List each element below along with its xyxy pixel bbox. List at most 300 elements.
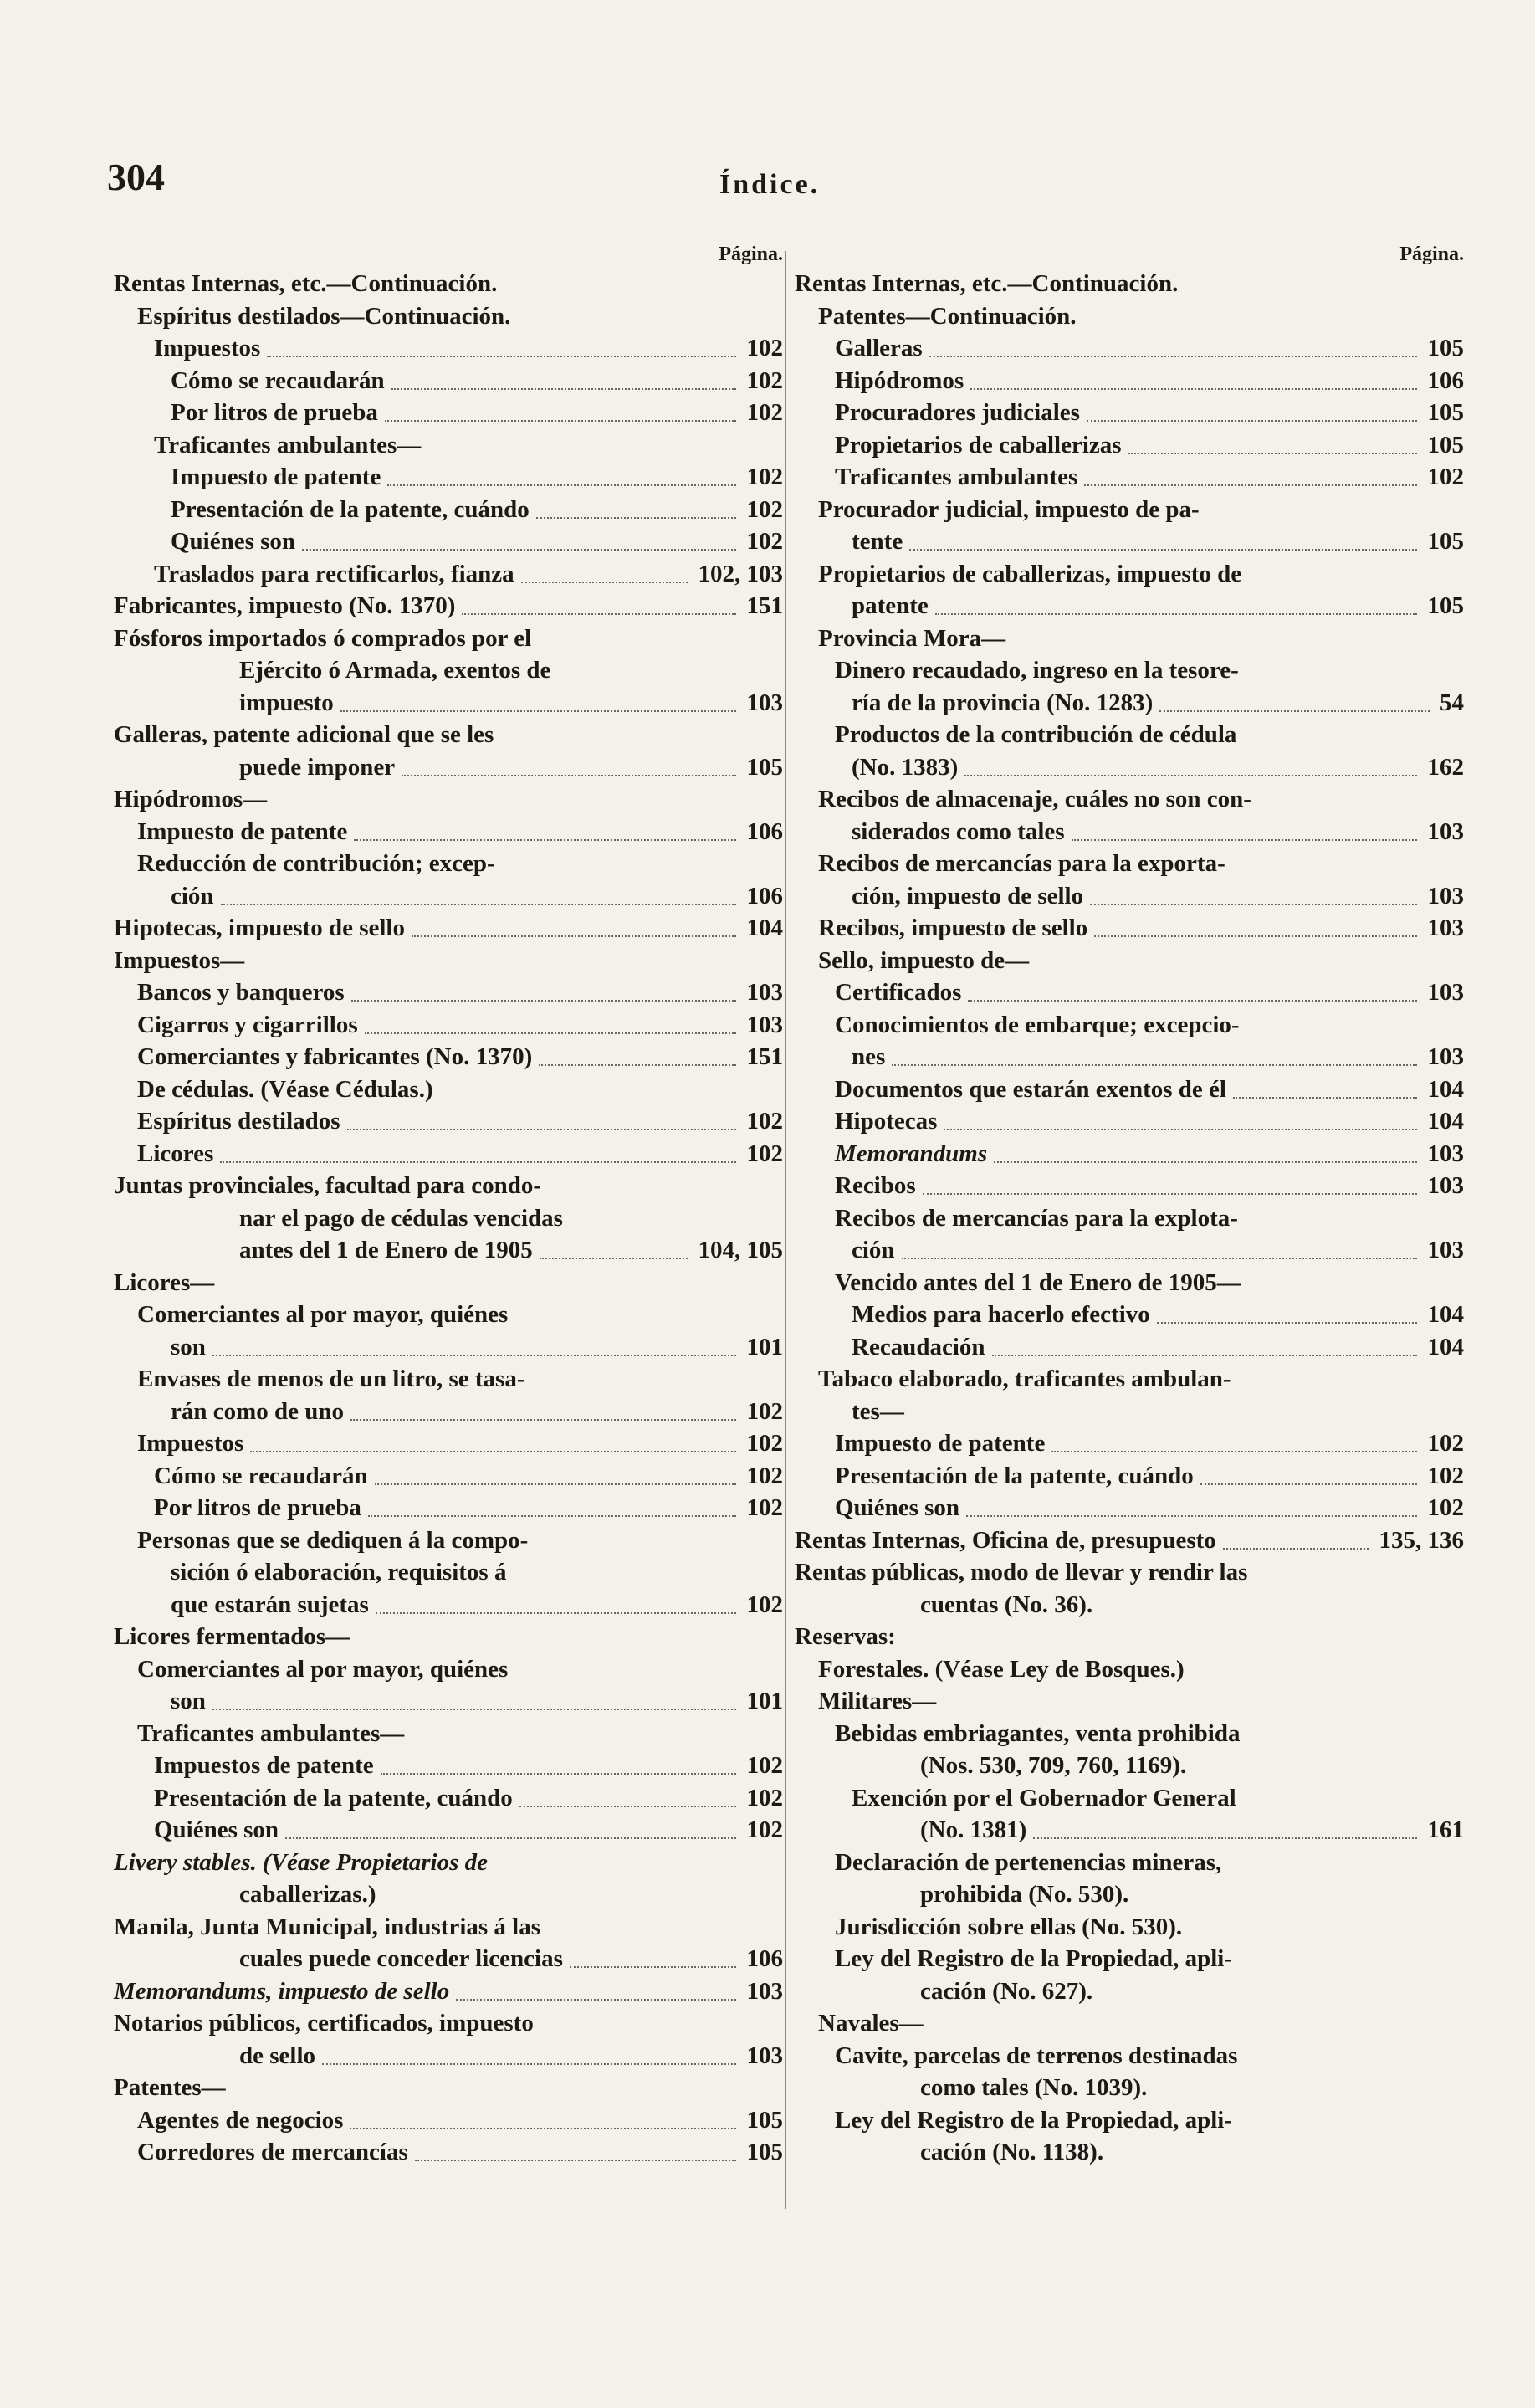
index-entry [795, 848, 1464, 880]
entry-text: Reservas: [795, 1623, 896, 1650]
entry-text: Comerciantes al por mayor, quiénes [137, 1301, 509, 1328]
entry-text: Recibos de mercancías para la exporta- [818, 850, 1225, 877]
entry-text: Procuradores judiciales [835, 399, 1080, 426]
index-entry [114, 1782, 783, 1815]
index-entry [795, 654, 1464, 687]
leader-dots [385, 397, 736, 422]
index-entry [795, 1911, 1464, 1944]
index-entry [114, 1460, 783, 1493]
index-entry [114, 461, 783, 494]
leader-dots [1033, 1814, 1417, 1839]
entry-text: Galleras [835, 335, 923, 361]
entry-text: Vencido antes del 1 de Enero de 1905— [835, 1268, 1241, 1296]
index-entry [114, 1170, 783, 1202]
entry-text: Recibos, impuesto de sello [818, 915, 1088, 941]
page-reference: 162 [1427, 753, 1464, 781]
entry-text: Espíritus destilados—Continuación. [137, 302, 511, 330]
index-entry [114, 332, 783, 365]
page-reference: 102 [746, 1494, 783, 1521]
index-entry [114, 558, 783, 591]
entry-text: cuales puede conceder licencias [239, 1945, 563, 1972]
page-reference: 102 [746, 1462, 783, 1489]
index-entry [795, 1460, 1464, 1493]
page-reference: 106 [1427, 366, 1464, 394]
entry-text: Fabricantes, impuesto (No. 1370) [114, 592, 456, 619]
index-entry [795, 1073, 1464, 1106]
entry-text: Impuestos [154, 335, 261, 361]
page-reference: 103 [746, 2042, 783, 2069]
index-entry [795, 1814, 1464, 1847]
index-entry [795, 525, 1464, 558]
leader-dots [302, 525, 736, 551]
page-reference: 151 [746, 592, 783, 619]
leader-dots [570, 1943, 736, 1968]
page-reference: 106 [746, 817, 783, 845]
index-entry [114, 1685, 783, 1718]
entry-text: tente [852, 528, 903, 555]
entry-text: Rentas Internas, etc.—Continuación. [795, 270, 1179, 297]
index-entry [795, 1267, 1464, 1299]
index-entry [114, 1427, 783, 1460]
index-entry [795, 2040, 1464, 2072]
index-entry [114, 429, 783, 462]
entry-text: Traslados para rectificarlos, fianza [154, 560, 514, 587]
page-reference: 161 [1427, 1816, 1464, 1843]
page-reference: 102 [746, 528, 783, 555]
entry-text: Recibos de mercancías para la explota- [835, 1204, 1238, 1232]
index-entry [795, 1299, 1464, 1331]
entry-text: puede imponer [239, 753, 396, 781]
page-reference: 102 [746, 1397, 783, 1425]
index-entry [114, 365, 783, 397]
index-entry [795, 687, 1464, 720]
entry-text: Por litros de prueba [154, 1494, 361, 1521]
leader-dots [519, 1782, 736, 1807]
page-reference: 102 [746, 1591, 783, 1618]
index-entry [114, 268, 783, 300]
page-reference: 102 [746, 1816, 783, 1843]
index-entry [795, 365, 1464, 397]
leader-dots [412, 912, 736, 937]
index-entry [795, 1782, 1464, 1815]
leader-dots [221, 880, 736, 905]
entry-text: Bancos y banqueros [137, 979, 345, 1006]
leader-dots [365, 1009, 736, 1034]
entry-text: Recibos [835, 1172, 916, 1199]
entry-text: tes— [852, 1397, 904, 1425]
entry-text: Sello, impuesto de— [818, 946, 1030, 974]
index-entry [795, 1396, 1464, 1428]
index-entry [795, 2072, 1464, 2104]
entry-text: Procurador judicial, impuesto de pa- [818, 495, 1200, 523]
index-entry [795, 1621, 1464, 1653]
index-entry [114, 1943, 783, 1975]
page-reference: 102 [746, 495, 783, 523]
index-entry [795, 1427, 1464, 1460]
index-entry [114, 1041, 783, 1073]
index-entry [795, 1975, 1464, 2008]
index-entry [114, 1331, 783, 1364]
page-reference: 106 [746, 882, 783, 909]
leader-dots [285, 1814, 736, 1839]
entry-text: Espíritus destilados [137, 1108, 340, 1135]
entry-text: Fósforos importados ó comprados por el [114, 624, 532, 652]
entry-text: Licores fermentados— [114, 1623, 350, 1650]
index-entry [795, 397, 1464, 429]
leader-dots [462, 590, 736, 615]
index-entry [114, 1267, 783, 1299]
entry-text: Bebidas embriagantes, venta prohibida [835, 1719, 1241, 1747]
page-reference: 102 [746, 1140, 783, 1167]
leader-dots [220, 1138, 736, 1163]
index-entry [795, 1234, 1464, 1267]
entry-text: Galleras, patente adicional que se les [114, 721, 494, 748]
entry-text: Por litros de prueba [171, 399, 378, 426]
entry-text: Traficantes ambulantes— [137, 1719, 405, 1747]
entry-text: Agentes de negocios [137, 2106, 344, 2134]
entry-text: como tales (No. 1039). [920, 2074, 1148, 2101]
entry-text: Presentación de la patente, cuándo [835, 1462, 1194, 1489]
entry-text: Rentas Internas, etc.—Continuación. [114, 270, 498, 297]
entry-text: ría de la provincia (No. 1283) [852, 689, 1154, 716]
entry-text: Impuesto de patente [835, 1430, 1046, 1457]
leader-dots [456, 1975, 736, 2001]
index-column-right [795, 243, 1464, 2169]
index-entry [114, 1653, 783, 1686]
entry-text: cación (No. 1138). [920, 2139, 1104, 2165]
index-entry [114, 1009, 783, 1042]
entry-text: Tabaco elaborado, traficantes ambulan- [818, 1365, 1231, 1392]
leader-dots [347, 1105, 736, 1130]
page-reference: 102 [746, 464, 783, 490]
entry-text: cación (No. 627). [920, 1977, 1093, 2005]
leader-dots [540, 1234, 688, 1259]
index-entry [795, 1524, 1464, 1557]
index-entry [795, 1589, 1464, 1622]
page-reference: 104 [1427, 1301, 1464, 1328]
entry-text: Livery stables. (Véase Propietarios de [114, 1848, 488, 1876]
column-divider [785, 251, 786, 2209]
entry-text: Conocimientos de embarque; excepcio- [835, 1011, 1240, 1038]
leader-dots [1090, 880, 1417, 905]
leader-dots [322, 2040, 736, 2065]
leader-dots [350, 1396, 736, 1421]
page-reference: 102 [746, 399, 783, 426]
index-entry [795, 1653, 1464, 1686]
page-reference: 102 [746, 366, 783, 394]
entry-text: cuentas (No. 36). [920, 1591, 1093, 1618]
entry-text: Memorandums, impuesto de sello [114, 1977, 450, 2005]
entry-text: prohibida (No. 530). [920, 1881, 1129, 1908]
index-entry [795, 1556, 1464, 1589]
page-reference: 104 [1427, 1333, 1464, 1360]
running-title: Índice. [719, 169, 821, 200]
entry-text: Cigarros y cigarrillos [137, 1011, 358, 1038]
index-entry [795, 268, 1464, 300]
entry-text: Declaración de pertenencias mineras, [835, 1848, 1222, 1876]
leader-dots [1233, 1073, 1417, 1099]
entry-text: Quiénes son [835, 1494, 960, 1521]
leader-dots [944, 1105, 1417, 1130]
entry-text: son [171, 1333, 206, 1360]
entry-text: Impuestos de patente [154, 1752, 374, 1779]
entry-text: Presentación de la patente, cuándo [171, 495, 530, 523]
leader-dots [415, 2136, 736, 2161]
leader-dots [354, 816, 736, 841]
page-reference: 102 [746, 1430, 783, 1457]
entry-text: Hipódromos— [114, 786, 268, 812]
entry-text: Certificados [835, 979, 962, 1006]
index-entry [114, 2007, 783, 2040]
leader-dots [1072, 816, 1417, 841]
index-entry [114, 1911, 783, 1944]
index-entry [114, 525, 783, 558]
pagina-header: Página. [719, 243, 783, 265]
leader-dots [402, 751, 736, 776]
entry-text: Hipotecas [835, 1108, 938, 1135]
entry-text: Impuestos— [114, 946, 245, 974]
leader-dots [368, 1492, 736, 1517]
entry-text: Recaudación [852, 1333, 985, 1360]
entry-text: Impuesto de patente [171, 464, 381, 490]
leader-dots [375, 1460, 736, 1485]
leader-dots [1094, 912, 1417, 937]
entry-text: antes del 1 de Enero de 1905 [239, 1237, 533, 1263]
entry-text: De cédulas. (Véase Cédulas.) [137, 1075, 433, 1103]
entry-text: Manila, Junta Municipal, industrias á las [114, 1913, 541, 1940]
page-reference: 103 [1427, 1043, 1464, 1070]
entry-text: Reducción de contribución; excep- [137, 850, 495, 877]
entry-text: nar el pago de cédulas vencidas [239, 1204, 563, 1232]
index-entry [114, 397, 783, 429]
index-entry [795, 1105, 1464, 1138]
index-entry [795, 1041, 1464, 1073]
leader-dots [536, 494, 736, 519]
leader-dots [1051, 1427, 1417, 1452]
index-entry [795, 1202, 1464, 1235]
entry-text: Personas que se dediquen á la compo- [137, 1526, 529, 1554]
entry-text: caballerizas.) [239, 1881, 376, 1908]
index-entry [795, 2104, 1464, 2137]
index-entry [114, 687, 783, 720]
index-entry [114, 622, 783, 655]
entry-text: Traficantes ambulantes [835, 464, 1078, 490]
page-reference: 102 [1427, 464, 1464, 490]
leader-dots [351, 976, 736, 1002]
entry-text: ción, impuesto de sello [852, 882, 1084, 909]
index-entry [114, 1589, 783, 1622]
index-entry [114, 2136, 783, 2169]
entry-text: ción [171, 882, 214, 909]
pagina-header: Página. [1399, 243, 1464, 265]
index-entry [795, 558, 1464, 591]
leader-dots [902, 1234, 1417, 1259]
index-entry [114, 2104, 783, 2137]
entry-text: (No. 1383) [852, 753, 959, 781]
index-entry [114, 1750, 783, 1782]
page-reference: 103 [1427, 882, 1464, 909]
index-entry [114, 1814, 783, 1847]
leader-dots [212, 1685, 736, 1710]
entry-text: sición ó elaboración, requisitos á [171, 1559, 507, 1586]
index-column-left [114, 243, 783, 2169]
entry-text: Ejército ó Armada, exentos de [239, 657, 551, 684]
index-entry [114, 1492, 783, 1524]
index-entry [114, 654, 783, 687]
page-reference: 103 [1427, 915, 1464, 941]
index-entry [795, 880, 1464, 913]
page-reference: 103 [1427, 1237, 1464, 1263]
entry-text: Patentes—Continuación. [818, 302, 1077, 330]
index-entry [114, 1556, 783, 1589]
entry-text: de sello [239, 2042, 316, 2069]
leader-dots [929, 332, 1417, 357]
leader-dots [970, 365, 1417, 390]
leader-dots [1159, 687, 1430, 712]
index-entry [795, 945, 1464, 977]
entry-text: rán como de uno [171, 1397, 345, 1425]
page-reference: 103 [1427, 1172, 1464, 1199]
index-entry [114, 945, 783, 977]
page-reference: 105 [1427, 335, 1464, 361]
leader-dots [994, 1138, 1417, 1163]
page-number: 304 [107, 156, 165, 198]
page-reference: 103 [1427, 817, 1464, 845]
index-entry [795, 1170, 1464, 1202]
entry-text: Traficantes ambulantes— [154, 431, 422, 459]
page-reference: 105 [746, 753, 783, 781]
entry-text: Ley del Registro de la Propiedad, apli- [835, 1945, 1233, 1972]
entry-text: Cómo se recaudarán [171, 366, 385, 394]
entry-text: Hipódromos [835, 366, 964, 394]
index-entry [114, 912, 783, 945]
index-entry [114, 1878, 783, 1911]
entry-text: Licores— [114, 1268, 215, 1296]
entry-text: nes [852, 1043, 886, 1070]
index-entry [114, 2040, 783, 2072]
index-entry [114, 976, 783, 1009]
page-reference: 105 [746, 2139, 783, 2165]
index-entry [114, 1202, 783, 1235]
page-reference: 104 [1427, 1075, 1464, 1103]
index-entry [114, 1847, 783, 1879]
leader-dots [387, 461, 736, 486]
index-entry [114, 590, 783, 622]
leader-dots [966, 1492, 1417, 1517]
entry-text: Impuestos [137, 1430, 244, 1457]
index-entry [795, 429, 1464, 462]
entry-text: (No. 1381) [920, 1816, 1027, 1843]
entry-text: Jurisdicción sobre ellas (No. 530). [835, 1913, 1183, 1940]
index-entry [795, 1847, 1464, 1879]
leader-dots [909, 525, 1417, 551]
index-entry [795, 1685, 1464, 1718]
index-entry [795, 1943, 1464, 1975]
leader-dots [350, 2104, 736, 2129]
index-entry [795, 1750, 1464, 1782]
index-entry [114, 783, 783, 816]
page-reference: 101 [746, 1333, 783, 1360]
page-reference: 151 [746, 1043, 783, 1070]
index-entry [114, 2072, 783, 2104]
entry-text: Exención por el Gobernador General [852, 1784, 1236, 1811]
page-reference: 103 [746, 1977, 783, 2005]
entry-text: Licores [137, 1140, 214, 1167]
entry-text: Rentas públicas, modo de llevar y rendir las [795, 1559, 1248, 1586]
entry-text: Cavite, parcelas de terrenos destinadas [835, 2042, 1238, 2069]
leader-dots [992, 1331, 1417, 1356]
entry-text: son [171, 1688, 206, 1714]
index-entry [795, 751, 1464, 784]
leader-dots [1087, 397, 1417, 422]
index-entry [795, 719, 1464, 751]
page-reference: 101 [746, 1688, 783, 1714]
index-entry [114, 1396, 783, 1428]
entry-text: Presentación de la patente, cuándo [154, 1784, 513, 1811]
entry-text: Memorandums [835, 1140, 988, 1167]
index-entry [795, 1492, 1464, 1524]
index-entry [114, 1524, 783, 1557]
leader-dots [376, 1589, 736, 1614]
page-reference: 104, 105 [698, 1237, 783, 1263]
leader-dots [1157, 1299, 1417, 1324]
index-entry [114, 1975, 783, 2008]
entry-text: Impuesto de patente [137, 817, 348, 845]
entry-text: Envases de menos de un litro, se tasa- [137, 1365, 525, 1392]
index-entry [795, 1138, 1464, 1171]
leader-dots [340, 687, 736, 712]
page-reference: 102, 103 [698, 560, 783, 587]
entry-text: impuesto [239, 689, 334, 716]
leader-dots [923, 1170, 1417, 1195]
page-reference: 105 [1427, 528, 1464, 555]
leader-dots [964, 751, 1417, 776]
index-entry [114, 816, 783, 848]
page-reference: 103 [1427, 979, 1464, 1006]
index-entry [114, 1105, 783, 1138]
entry-text: Comerciantes y fabricantes (No. 1370) [137, 1043, 533, 1070]
entry-text: (Nos. 530, 709, 760, 1169). [920, 1752, 1187, 1779]
index-entry [114, 1363, 783, 1396]
index-entry [114, 880, 783, 913]
entry-text: Patentes— [114, 2074, 226, 2101]
index-entry [795, 2136, 1464, 2169]
leader-dots [521, 558, 688, 583]
leader-dots [935, 590, 1417, 615]
page-reference: 105 [1427, 431, 1464, 459]
index-entry [114, 719, 783, 751]
entry-text: Notarios públicos, certificados, impuesto [114, 2010, 534, 2037]
page-reference: 102 [746, 335, 783, 361]
index-entry [795, 461, 1464, 494]
page-reference: 104 [746, 915, 783, 941]
leader-dots [250, 1427, 736, 1452]
page-reference: 103 [746, 1011, 783, 1038]
page-reference: 105 [1427, 592, 1464, 619]
leader-dots [1223, 1524, 1369, 1550]
leader-dots [381, 1750, 736, 1775]
leader-dots [1084, 461, 1417, 486]
index-entry [795, 912, 1464, 945]
entry-text: Hipotecas, impuesto de sello [114, 915, 405, 941]
leader-dots [1128, 429, 1417, 454]
index-entry [795, 976, 1464, 1009]
entry-text: Rentas Internas, Oficina de, presupuesto [795, 1526, 1216, 1554]
page-reference: 102 [746, 1752, 783, 1779]
entry-text: Medios para hacerlo efectivo [852, 1301, 1150, 1328]
index-entry [114, 1234, 783, 1267]
entry-text: Navales— [818, 2010, 924, 2037]
